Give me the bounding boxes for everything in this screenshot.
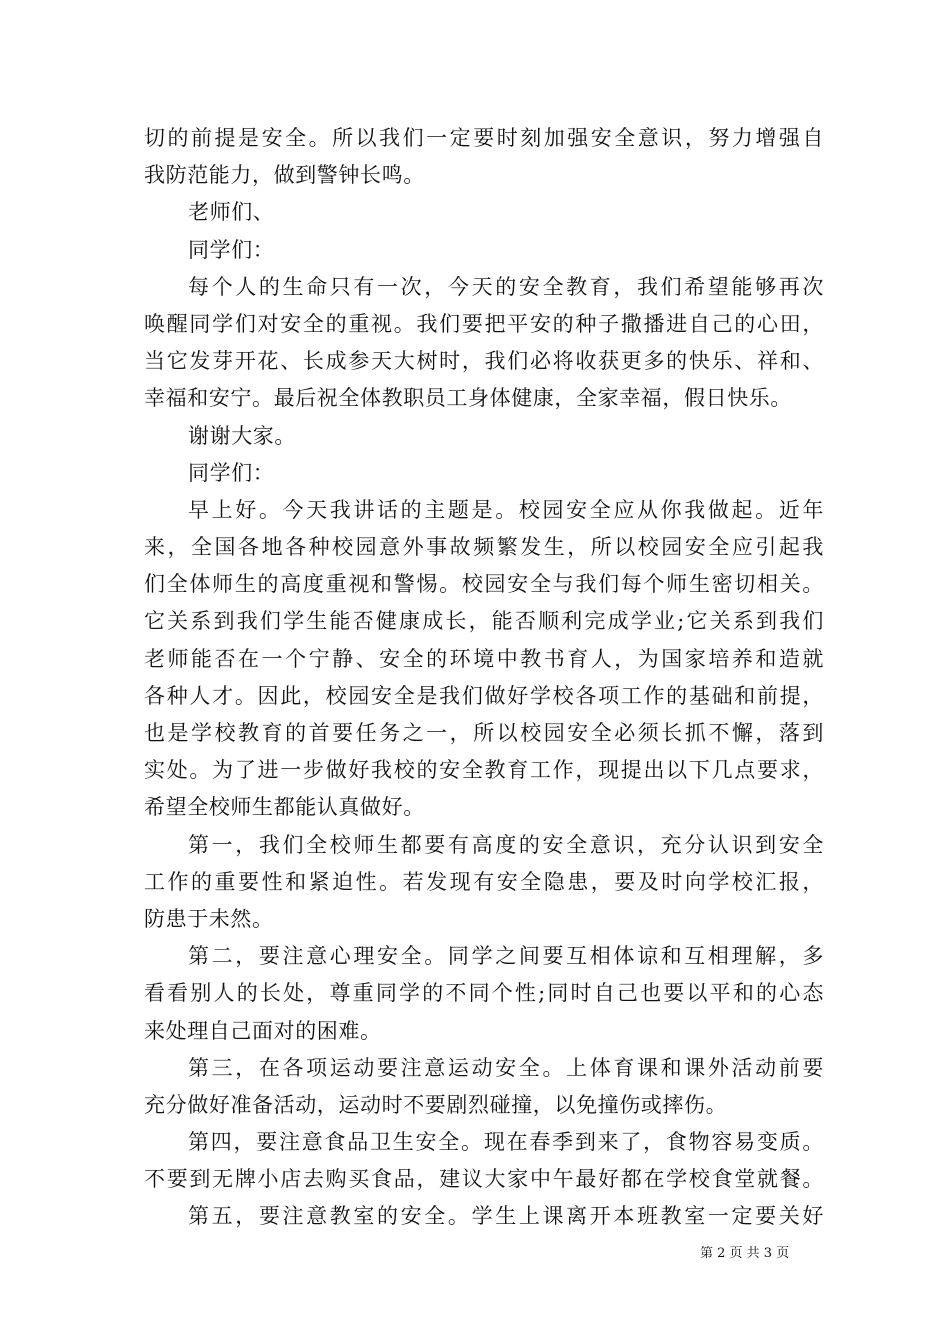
text-line: 不要到无牌小店去购买食品，建议大家中午最好都在学校食堂就餐。 — [144, 1167, 824, 1192]
text-line: 早上好。今天我讲话的主题是。校园安全应从你我做起。近年 — [188, 497, 824, 522]
text-line: 同学们： — [188, 237, 275, 262]
text-line: 它关系到我们学生能否健康成长，能否顺利完成学业;它关系到我们 — [144, 609, 824, 634]
text-line: 第一，我们全校师生都要有高度的安全意识，充分认识到安全 — [188, 832, 824, 857]
text-line: 第四，要注意食品卫生安全。现在春季到来了，食物容易变质。 — [188, 1130, 824, 1155]
text-line: 幸福和安宁。最后祝全体教职员工身体健康，全家幸福，假日快乐。 — [144, 386, 792, 411]
text-line: 实处。为了进一步做好我校的安全教育工作，现提出以下几点要求， — [144, 758, 824, 783]
text-line: 也是学校教育的首要任务之一，所以校园安全必须长抓不懈，落到 — [144, 721, 824, 745]
text-line: 当它发芽开花、长成参天大树时，我们必将收获更多的快乐、祥和、 — [144, 349, 824, 374]
text-line: 希望全校师生都能认真做好。 — [144, 795, 425, 820]
page-number-footer: 第 2 页 共 3 页 — [700, 1246, 790, 1261]
text-line: 来处理自己面对的困难。 — [144, 1018, 382, 1043]
text-line: 我防范能力，做到警钟长鸣。 — [144, 163, 425, 188]
text-line: 防患于未然。 — [144, 906, 274, 931]
text-line: 第五，要注意教室的安全。学生上课离开本班教室一定要关好 — [188, 1204, 824, 1229]
text-line: 第三，在各项运动要注意运动安全。上体育课和课外活动前要 — [188, 1055, 824, 1080]
text-line: 切的前提是安全。所以我们一定要时刻加强安全意识，努力增强自 — [144, 126, 824, 150]
text-line: 唤醒同学们对安全的重视。我们要把平安的种子撒播进自己的心田， — [144, 311, 824, 336]
text-line: 工作的重要性和紧迫性。若发现有安全隐患，要及时向学校汇报， — [144, 869, 824, 894]
text-line: 同学们： — [188, 460, 275, 485]
text-line: 谢谢大家。 — [188, 423, 296, 448]
text-line: 第二，要注意心理安全。同学之间要互相体谅和互相理解，多 — [188, 944, 824, 969]
text-line: 各种人才。因此，校园安全是我们做好学校各项工作的基础和前提， — [144, 683, 824, 708]
text-line: 每个人的生命只有一次，今天的安全教育，我们希望能够再次 — [188, 274, 824, 299]
text-line: 老师们、 — [188, 200, 275, 225]
text-line: 们全体师生的高度重视和警惕。校园安全与我们每个师生密切相关。 — [144, 572, 824, 597]
text-line: 老师能否在一个宁静、安全的环境中教书育人，为国家培养和造就 — [144, 646, 824, 671]
body-text — [144, 120, 824, 1236]
text-line: 充分做好准备活动，运动时不要剧烈碰撞，以免撞伤或摔伤。 — [144, 1092, 728, 1117]
text-line: 看看别人的长处，尊重同学的不同个性;同时自己也要以平和的心态 — [144, 981, 824, 1006]
text-line: 来，全国各地各种校园意外事故频繁发生，所以校园安全应引起我 — [144, 535, 824, 560]
